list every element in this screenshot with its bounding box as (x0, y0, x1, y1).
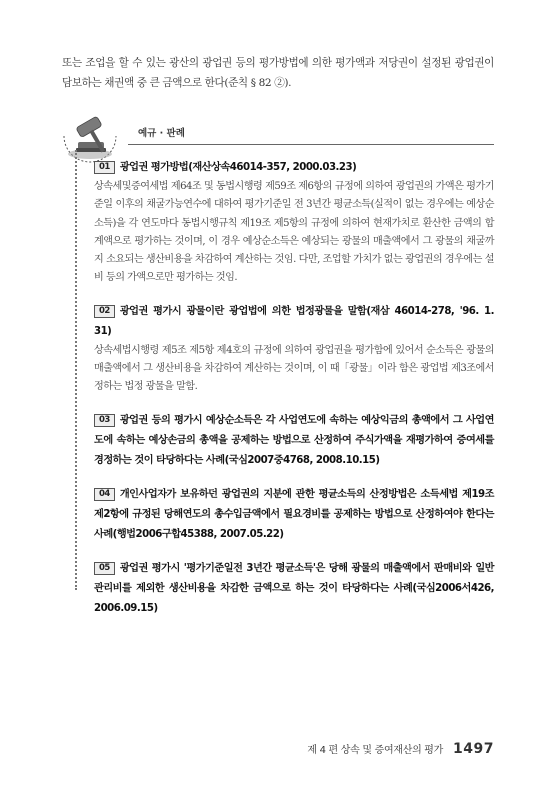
section-tag: 예규 · 판례 (138, 128, 185, 139)
page-footer (307, 741, 494, 757)
header-divider (128, 144, 494, 145)
page-number: 1497 (453, 741, 494, 757)
list-item (94, 559, 494, 619)
item-number-badge: 02 (94, 305, 115, 318)
item-number-badge: 05 (94, 562, 115, 575)
item-number-badge: 01 (94, 161, 115, 174)
item-body: 상속세및증여세법 제64조 및 동법시행령 제59조 제6항의 규정에 의하여 광업권의 가액은 평가기준일 이후의 채굴가능연수에 대하여 평가기준일 전 3년간 평균소득(실적이 없는 경우에는 예상순소득)을 각 연도마다 동법시행규칙 제19조 제5항의 규정에 의하여 현재가치로 환산한 금액의 합계액으로 평가하는 것이며, 이 경우 예상순소득은 예상되는 광물의 매출액에서 그 광물의 채굴까지 소요되는 생산비용을 차감하여 계산하는 것임. 다만, 조업할 가치가 없는 광업권의 경우에는 설비 등의 가액으로만 평가하는 것임. (94, 181, 494, 284)
case-list (94, 158, 494, 633)
list-item (94, 485, 494, 545)
list-item (94, 158, 494, 288)
list-item (94, 411, 494, 471)
item-number-badge: 04 (94, 488, 115, 501)
item-number-badge: 03 (94, 414, 115, 427)
item-title: 개인사업자가 보유하던 광업권의 지분에 관한 평균소득의 산정방법은 소득세법 제19조 제2항에 규정된 당해연도의 총수입금액에서 필요경비를 공제하는 방법으로 산정하여야 한다는 사례(행법2006구합45388, 2007.05.22) (94, 488, 494, 540)
item-title: 광업권 평가시 '평가기준일전 3년간 평균소득'은 당해 광물의 매출액에서 판매비와 일반관리비를 제외한 생산비용을 차감한 금액으로 하는 것이 타당하다는 사례(국심2006서426, 2006.09.15) (94, 562, 494, 614)
item-title: 광업권 평가방법(재산상속46014-357, 2000.03.23) (119, 162, 357, 173)
list-item (94, 302, 494, 397)
side-dotted-line (75, 150, 77, 590)
item-title: 광업권 등의 평가시 예상순소득은 각 사업연도에 속하는 예상익금의 총액에서 그 사업연도에 속하는 예상손금의 총액을 공제하는 방법으로 산정하여 주식가액을 재평가하여 증여세를 경정하는 것이 타당하다는 사례(국심2007중4768, 2008.10.15) (94, 414, 494, 466)
intro-paragraph: 또는 조업을 할 수 있는 광산의 광업권 등의 평가방법에 의한 평가액과 저당권이 설정된 광업권이 담보하는 채권액 중 큰 금액으로 한다(준칙 § 82 ②). (62, 57, 494, 89)
item-title: 광업권 평가시 광물이란 광업법에 의한 법정광물을 말함(재삼 46014-278, '96. 1. 31) (94, 305, 494, 337)
item-body: 상속세법시행령 제5조 제5항 제4호의 규정에 의하여 광업권을 평가함에 있어서 순소득은 광물의 매출액에서 그 생산비용을 차감하여 계산하는 것이며, 이 때「광물」이라 함은 광업법 제3조에서 정하는 법정 광물을 말함. (94, 344, 494, 393)
gavel-icon (56, 106, 126, 166)
footer-chapter: 제 4 편 상속 및 증여재산의 평가 (307, 745, 444, 756)
